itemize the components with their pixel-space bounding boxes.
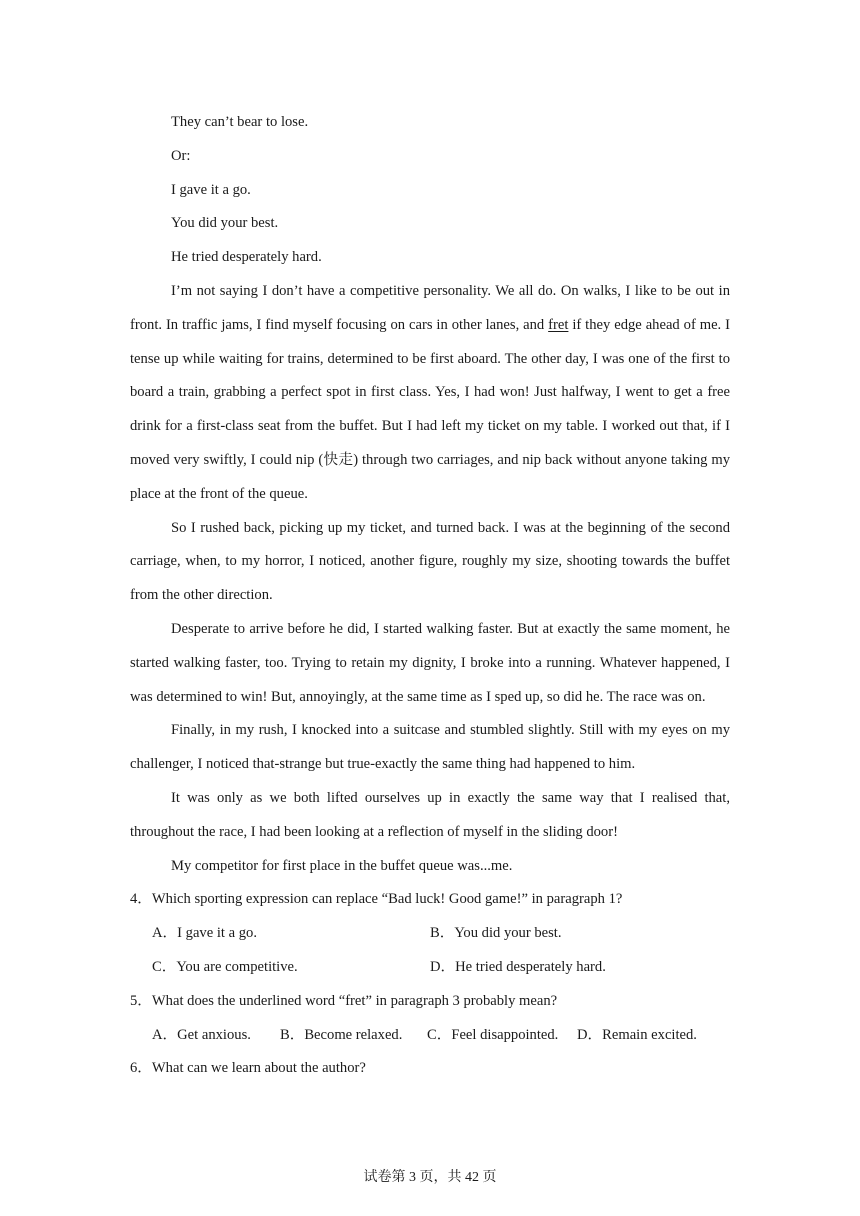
exam-page-content	[130, 106, 730, 1086]
question-4-option-b[interactable]: B．You did your best.	[430, 925, 562, 942]
paragraph-competitive-text-b: if they edge ahead of me. I tense up while waiting for trains, determined to be first aboard. The other day, I was one of the first to board a train, grabbing a perfect spot in first class. Yes, I had won! Just halfway, I went to get a free drink for a first-class seat from the buffet. But I had left my ticket on my table. I worked out that, if I moved very swiftly, I could nip (快走) through two carriages, and nip back without anyone taking my place at the front of the queue.	[130, 316, 730, 502]
passage-line-1: They can’t bear to lose.	[171, 114, 309, 130]
question-5-options-row	[130, 1019, 730, 1053]
passage-line-2: Or:	[171, 147, 191, 164]
question-6-stem: 6．What can we learn about the author?	[130, 1060, 366, 1077]
passage-line-4: You did your best.	[171, 215, 279, 232]
question-5-option-b[interactable]: B．Become relaxed.	[280, 1026, 403, 1043]
question-4-option-a[interactable]: A．I gave it a go.	[152, 925, 257, 942]
question-5-option-a[interactable]: A．Get anxious.	[152, 1026, 251, 1043]
paragraph-finally: Finally, in my rush, I knocked into a suitcase and stumbled slightly. Still with my eyes on my challenger, I noticed that-strange but true-exactly the same thing had happened to him.	[130, 722, 730, 773]
paragraph-competitive-text-a: I’m not saying I don’t have a competitive personality. We all do. On walks, I like to be out in front. In traffic jams, I find myself focusing on cars in other lanes, and	[130, 282, 730, 333]
underlined-word-fret: fret	[548, 316, 569, 333]
page-footer: 试卷第 3 页，共 42 页	[363, 1170, 497, 1185]
question-5-option-d[interactable]: D．Remain excited.	[577, 1026, 697, 1043]
paragraph-conclusion: My competitor for first place in the buffet queue was...me.	[171, 857, 513, 874]
passage-line-5: He tried desperately hard.	[171, 249, 322, 266]
paragraph-reflection: It was only as we both lifted ourselves up in exactly the same way that I realised that, throughout the race, I had been looking at a reflection of myself in the sliding door!	[130, 789, 730, 840]
question-5-option-c[interactable]: C．Feel disappointed.	[427, 1026, 559, 1043]
paragraph-competitive	[130, 275, 730, 512]
paragraph-rushed-back: So I rushed back, picking up my ticket, and turned back. I was at the beginning of the second carriage, when, to my horror, I noticed, another figure, roughly my size, shooting towards the buffet from the other direction.	[130, 519, 730, 604]
question-4-option-c[interactable]: C．You are competitive.	[152, 958, 298, 975]
question-4-options-row-1	[130, 917, 730, 951]
question-4-options-row-2	[130, 951, 730, 985]
passage-line-3: I gave it a go.	[171, 181, 251, 198]
question-4-stem: 4．Which sporting expression can replace “Bad luck! Good game!” in paragraph 1?	[130, 891, 623, 908]
question-4-option-d[interactable]: D．He tried desperately hard.	[430, 958, 606, 975]
paragraph-desperate: Desperate to arrive before he did, I started walking faster. But at exactly the same moment, he started walking faster, too. Trying to retain my dignity, I broke into a running. Whatever happened, I was determined to win! But, annoyingly, at the same time as I sped up, so did he. The race was on.	[130, 620, 730, 705]
question-5-stem: 5．What does the underlined word “fret” in paragraph 3 probably mean?	[130, 992, 558, 1009]
